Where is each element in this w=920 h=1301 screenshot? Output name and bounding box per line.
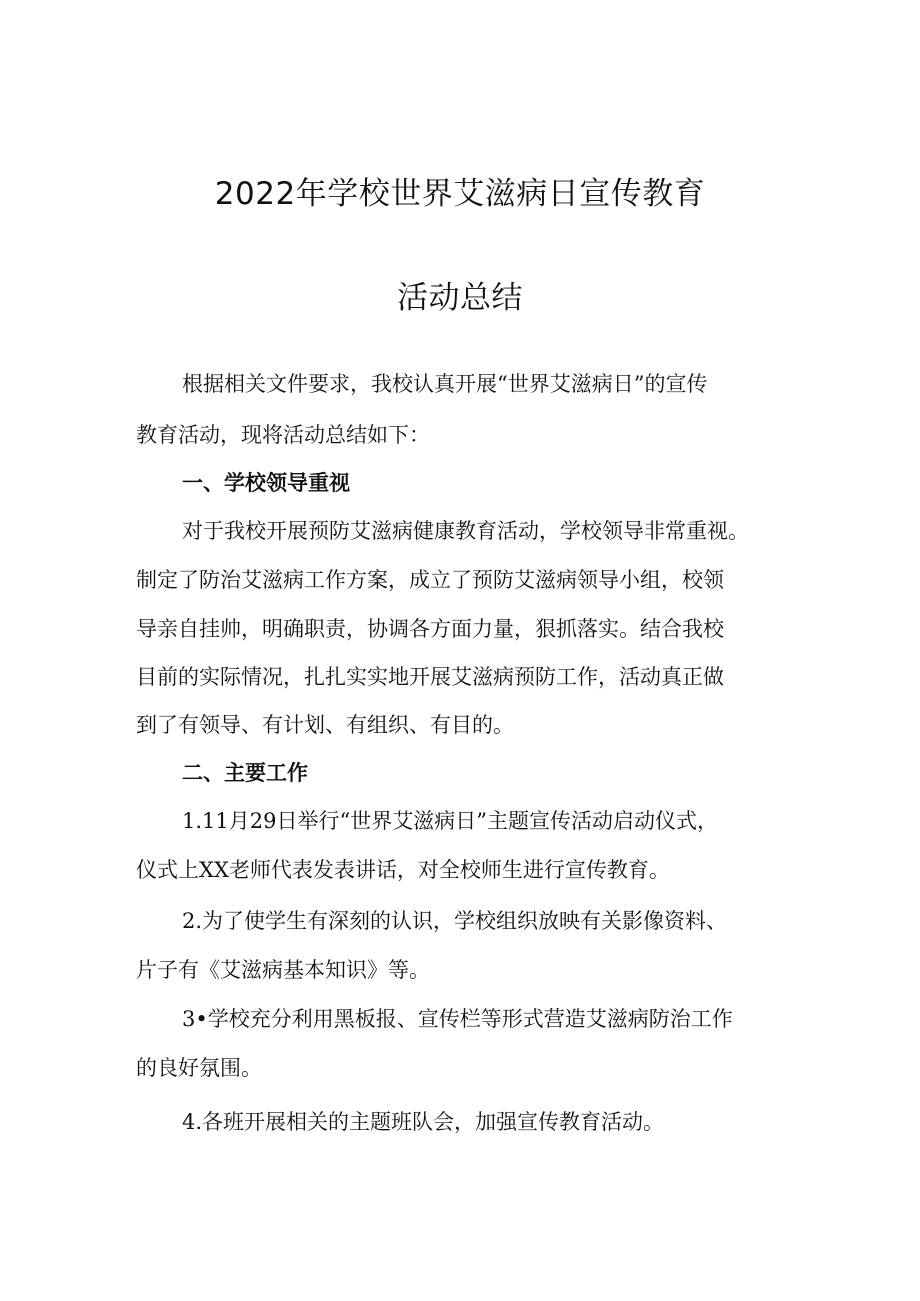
work-item-2-line: 片子有《艾滋病基本知识》等。 [136, 958, 430, 982]
section1-paragraph-line: 到了有领导、有计划、有组织、有目的。 [136, 713, 514, 737]
work-item-1-line: 1.11月29日举行“世界艾滋病日”主题宣传活动启动仪式， [182, 809, 718, 833]
section1-paragraph-line: 制定了防治艾滋病工作方案，成立了预防艾滋病领导小组，校领 [136, 568, 724, 592]
section-heading-main-work: 二、主要工作 [182, 761, 308, 785]
section1-paragraph-line: 导亲自挂帅，明确职责，协调各方面力量，狠抓落实。结合我校 [136, 617, 724, 641]
section1-paragraph-line: 对于我校开展预防艾滋病健康教育活动，学校领导非常重视。 [182, 519, 749, 543]
work-item-1-line: 仪式上XX老师代表发表讲话，对全校师生进行宣传教育。 [136, 858, 670, 882]
intro-paragraph-line: 根据相关文件要求，我校认真开展“世界艾滋病日”的宣传 [182, 372, 708, 396]
work-item-4-line: 4.各班开展相关的主题班队会，加强宣传教育活动。 [182, 1110, 665, 1134]
work-item-3-line: 3•学校充分利用黑板报、宣传栏等形式营造艾滋病防治工作 [182, 1007, 733, 1031]
work-item-2-line: 2.为了使学生有深刻的认识，学校组织放映有关影像资料、 [182, 909, 728, 933]
section-heading-leadership: 一、学校领导重视 [182, 471, 350, 495]
document-title-line-2: 活动总结 [397, 280, 523, 316]
section1-paragraph-line: 目前的实际情况，扎扎实实地开展艾滋病预防工作，活动真正做 [136, 665, 724, 689]
intro-paragraph-line: 教育活动，现将活动总结如下： [136, 423, 430, 447]
work-item-3-line: 的良好氛围。 [136, 1056, 262, 1080]
document-title-line-1: 2022年学校世界艾滋病日宣传教育 [214, 176, 706, 212]
